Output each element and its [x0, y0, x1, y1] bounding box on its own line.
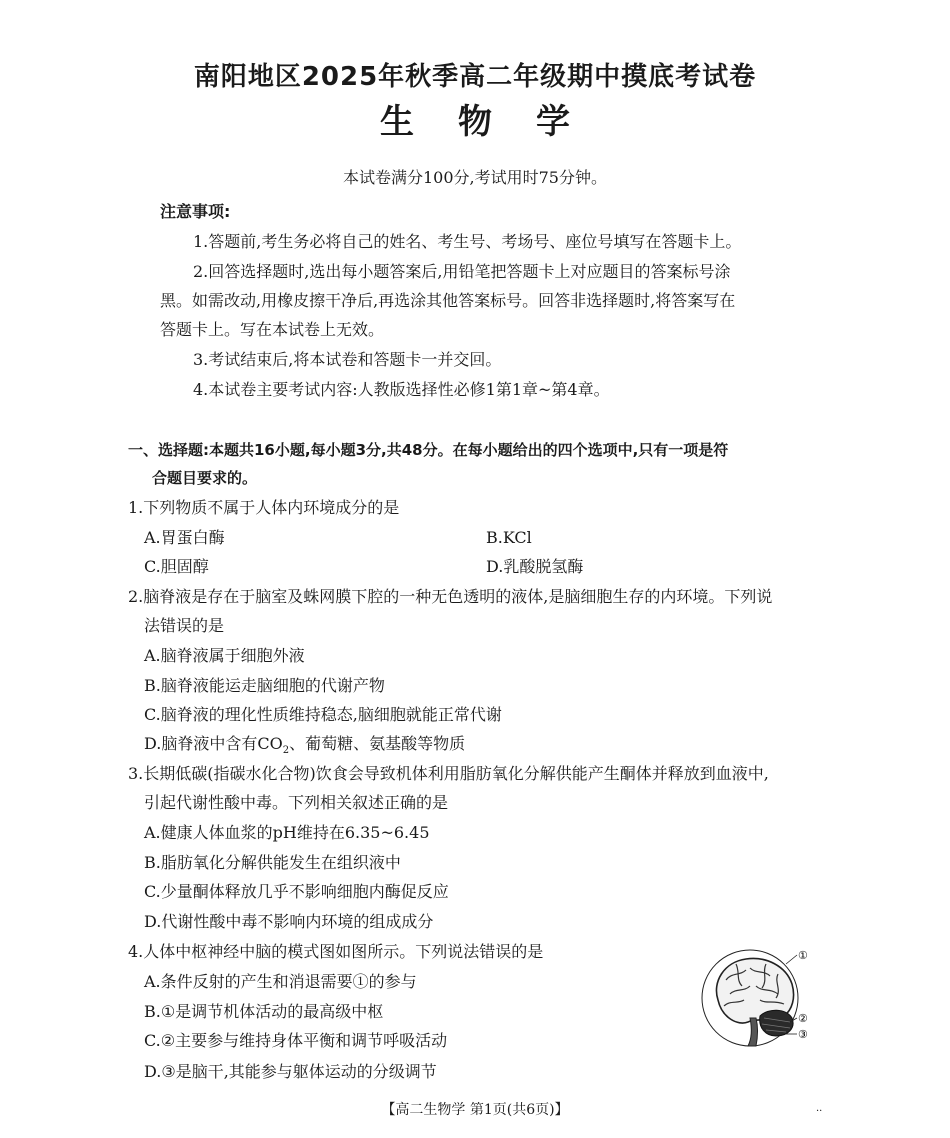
question-2-option-d-suffix: 、葡萄糖、氨基酸等物质 — [289, 734, 466, 753]
question-2-stem-line-1: 2.脑脊液是存在于脑室及蛛网膜下腔的一种无色透明的液体,是脑细胞生存的内环境。下列说 — [128, 587, 773, 606]
notice-item-1: 1.答题前,考生务必将自己的姓名、考生号、考场号、座位号填写在答题卡上。 — [193, 232, 742, 251]
notice-item-3: 3.考试结束后,将本试卷和答题卡一并交回。 — [193, 350, 502, 369]
question-3-stem-line-1: 3.长期低碳(指碳水化合物)饮食会导致机体利用脂肪氧化分解供能产生酮体并释放到血液中, — [128, 764, 769, 783]
figure-label-3: ③ — [798, 1028, 808, 1041]
question-1-stem: 1.下列物质不属于人体内环境成分的是 — [128, 498, 400, 517]
cerebellum-shape — [760, 1010, 793, 1036]
question-1-option-d: D.乳酸脱氢酶 — [486, 557, 584, 576]
figure-label-1: ① — [798, 949, 808, 962]
exam-title: 南阳地区2025年秋季高二年级期中摸底考试卷 — [193, 62, 757, 92]
notice-item-4: 4.本试卷主要考试内容:人教版选择性必修1第1章~第4章。 — [193, 380, 610, 399]
subject-title: 生物学 — [380, 102, 614, 142]
question-4-option-c: C.②主要参与维持身体平衡和调节呼吸活动 — [144, 1031, 448, 1050]
question-3-option-c: C.少量酮体释放几乎不影响细胞内酶促反应 — [144, 882, 449, 901]
page-footer: 【高二生物学 第1页(共6页)】 — [381, 1102, 569, 1118]
notice-item-2-line-1: 2.回答选择题时,选出每小题答案后,用铅笔把答题卡上对应题目的答案标号涂 — [193, 262, 731, 281]
question-2-option-b: B.脑脊液能运走脑细胞的代谢产物 — [144, 676, 385, 695]
section-1-heading-line-2: 合题目要求的。 — [152, 469, 258, 487]
notice-heading: 注意事项: — [160, 202, 231, 221]
question-4-option-a: A.条件反射的产生和消退需要①的参与 — [144, 972, 417, 991]
figure-label-2: ② — [798, 1012, 808, 1025]
question-2-option-d — [144, 734, 465, 761]
question-1-option-c: C.胆固醇 — [144, 557, 209, 576]
question-1-option-b: B.KCl — [486, 528, 532, 547]
question-1-option-a: A.胃蛋白酶 — [144, 528, 225, 547]
question-2-option-a: A.脑脊液属于细胞外液 — [144, 646, 305, 665]
question-3-option-a: A.健康人体血浆的pH维持在6.35~6.45 — [144, 823, 430, 842]
brain-diagram — [700, 942, 820, 1052]
notice-item-2-line-3: 答题卡上。写在本试卷上无效。 — [160, 320, 385, 339]
question-4-stem: 4.人体中枢神经中脑的模式图如图所示。下列说法错误的是 — [128, 942, 544, 961]
question-3-option-b: B.脂肪氧化分解供能发生在组织液中 — [144, 853, 401, 872]
question-3-option-d: D.代谢性酸中毒不影响内环境的组成成分 — [144, 912, 434, 931]
question-2-stem-line-2: 法错误的是 — [144, 616, 225, 635]
question-4-option-d: D.③是脑干,其能参与躯体运动的分级调节 — [144, 1062, 437, 1081]
co2-subscript: 2 — [282, 745, 290, 757]
question-4-option-b: B.①是调节机体活动的最高级中枢 — [144, 1002, 384, 1021]
corner-mark: ·· — [816, 1106, 823, 1117]
section-1-heading-line-1: 一、选择题:本题共16小题,每小题3分,共48分。在每小题给出的四个选项中,只有一项是符 — [128, 441, 729, 459]
question-3-stem-line-2: 引起代谢性酸中毒。下列相关叙述正确的是 — [144, 793, 449, 812]
notice-item-2-line-2: 黑。如需改动,用橡皮擦干净后,再选涂其他答案标号。回答非选择题时,将答案写在 — [160, 291, 736, 310]
label-1-leader-line — [786, 955, 797, 964]
exam-info: 本试卷满分100分,考试用时75分钟。 — [343, 168, 607, 187]
question-2-option-c: C.脑脊液的理化性质维持稳态,脑细胞就能正常代谢 — [144, 705, 502, 724]
question-2-option-d-prefix: D.脑脊液中含有CO — [144, 734, 283, 753]
